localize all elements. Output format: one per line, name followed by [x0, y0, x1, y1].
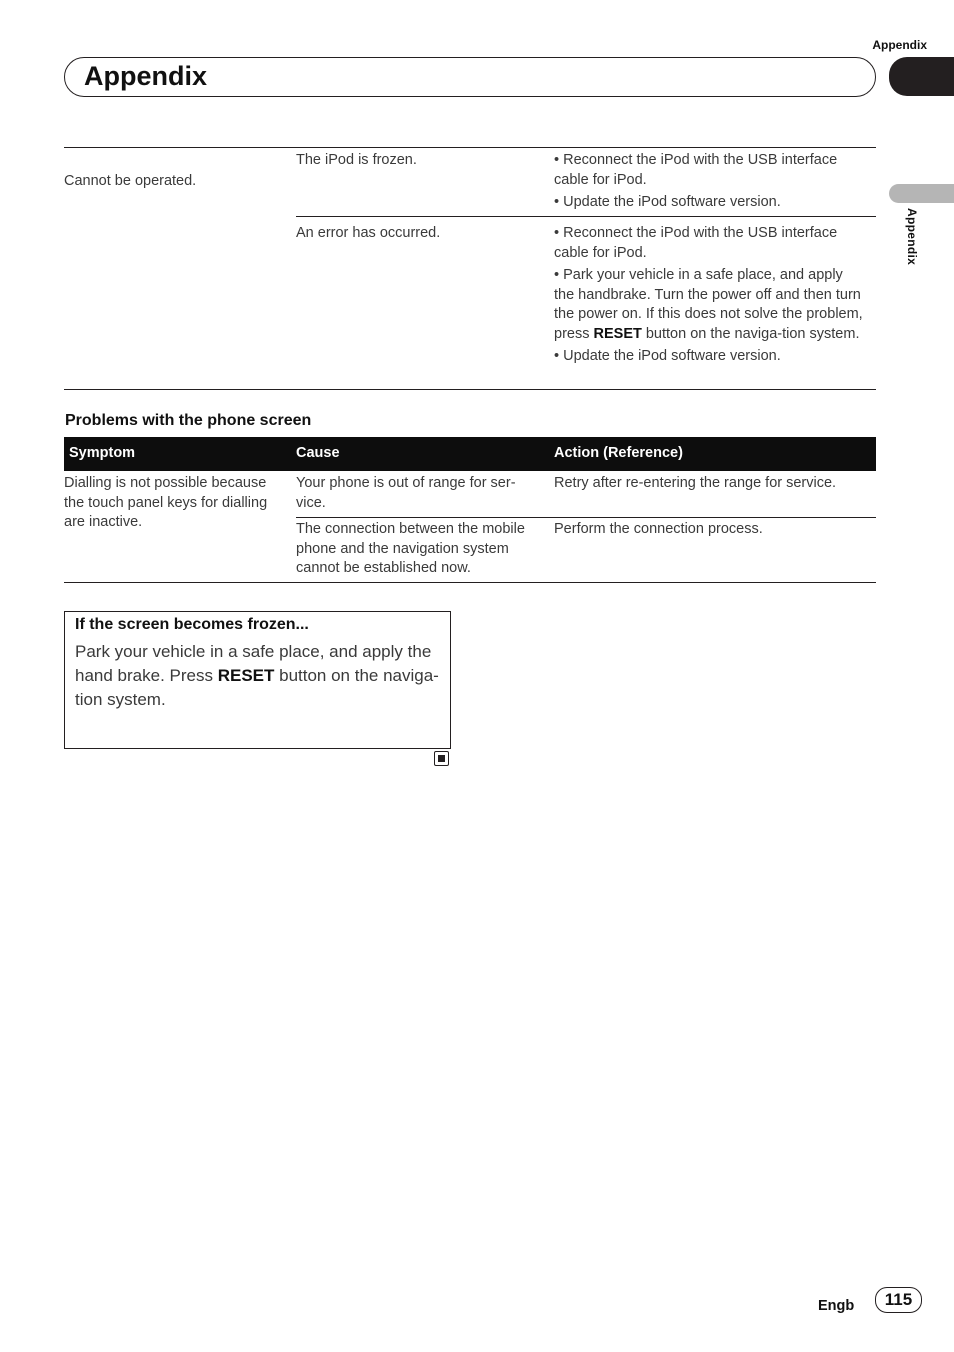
action-item: • Update the iPod software version.	[554, 194, 781, 210]
column-header-action: Action (Reference)	[554, 445, 683, 461]
note-body	[75, 640, 445, 712]
side-tab-label: Appendix	[905, 208, 919, 266]
note-title: If the screen becomes frozen...	[75, 616, 309, 633]
running-header: Appendix	[872, 38, 927, 52]
table-bottom-rule	[64, 582, 876, 583]
section-heading: Problems with the phone screen	[65, 412, 312, 429]
column-header-cause: Cause	[296, 445, 340, 461]
row-divider	[296, 517, 876, 518]
note-text: Park your vehicle in a safe place, and apply the hand brake. Press	[75, 642, 432, 685]
action-cell	[554, 151, 866, 213]
side-tab-marker	[889, 184, 954, 203]
table-top-rule	[64, 147, 876, 148]
table-bottom-rule	[64, 389, 876, 390]
action-cell: Perform the connection process.	[554, 521, 763, 537]
row-divider	[296, 216, 876, 217]
symptom-cell: Cannot be operated.	[64, 173, 197, 189]
action-text: • Park your vehicle in a safe place, and apply the handbrake. Turn the power off and then turn the power on. If this does not solve the problem, press	[554, 267, 863, 342]
cause-cell: The iPod is frozen.	[296, 152, 417, 168]
note-text: button on the naviga-tion system.	[75, 666, 439, 709]
cause-cell: The connection between the mobile phone and the navigation system cannot be established now.	[296, 521, 525, 576]
symptom-cell: Dialling is not possible because the touch panel keys for dialling are inactive.	[64, 475, 268, 530]
action-item	[554, 266, 866, 344]
action-cell	[554, 224, 866, 367]
cause-cell: Your phone is out of range for ser-vice.	[296, 475, 516, 511]
reset-keyword: RESET	[217, 666, 275, 685]
action-cell: Retry after re-entering the range for service.	[554, 475, 837, 491]
column-header-symptom: Symptom	[69, 445, 136, 461]
chapter-tab-marker	[889, 57, 954, 96]
end-of-section-icon-fill	[438, 755, 445, 762]
table-header-row	[64, 437, 876, 471]
action-item: • Reconnect the iPod with the USB interface cable for iPod.	[554, 152, 838, 188]
page-title: Appendix	[84, 61, 208, 91]
action-item: • Reconnect the iPod with the USB interface cable for iPod.	[554, 225, 838, 261]
action-item: • Update the iPod software version.	[554, 348, 781, 364]
footer-language: Engb	[818, 1298, 855, 1314]
cause-cell: An error has occurred.	[296, 225, 441, 241]
action-text: button on the naviga-tion system.	[641, 325, 860, 342]
page-number: 115	[875, 1287, 922, 1313]
reset-keyword: RESET	[593, 325, 642, 342]
